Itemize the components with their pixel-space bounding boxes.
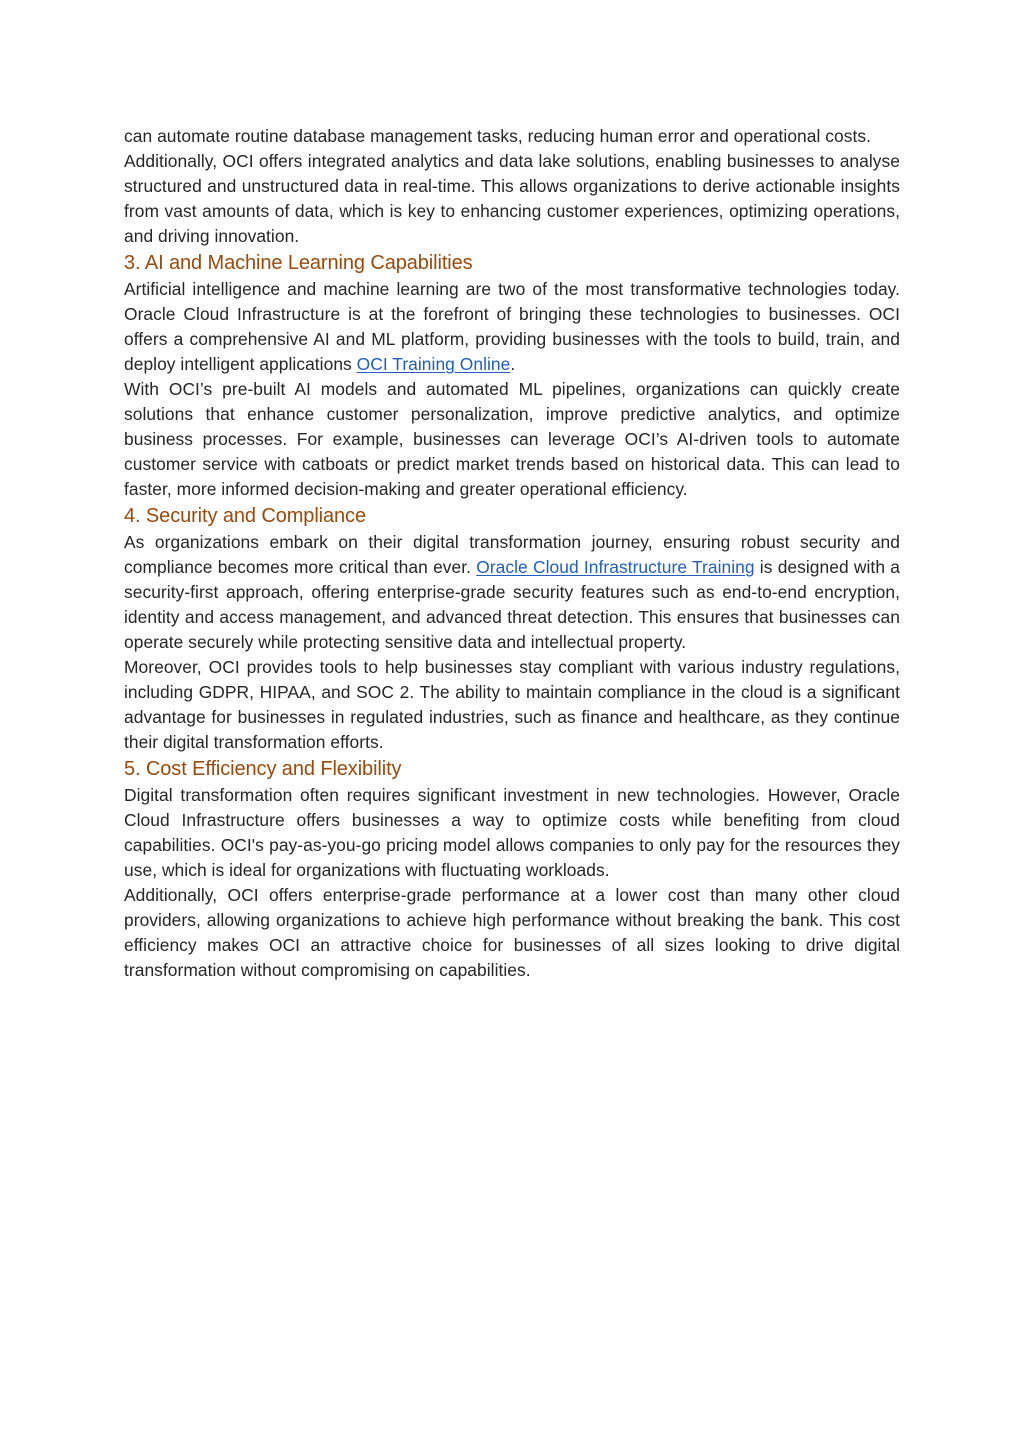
- oracle-cloud-infrastructure-training-link[interactable]: Oracle Cloud Infrastructure Training: [476, 557, 755, 577]
- heading-ai-ml: 3. AI and Machine Learning Capabilities: [124, 252, 473, 274]
- paragraph-ai-models: With OCI’s pre-built AI models and automated ML pipelines, organizations can quickly create solutions that enhance customer personalization, improve predictive analytics, and optimize business processes. For example, businesses can leverage OCI’s AI-driven tools to automate customer service with catboats or predict market trends based on historical data. This can lead to faster, more informed decision-making and greater operational efficiency.: [124, 379, 900, 499]
- paragraph-ai-ml-period: .: [510, 354, 516, 374]
- paragraph-ai-ml-text: Artificial intelligence and machine learning are two of the most transformative technologies today. Oracle Cloud Infrastructure is at the forefront of bringing these technologies to businesses. OCI offers a comprehensive AI and ML platform, providing businesses with the tools to build, train, and deploy intelligent applications: [124, 279, 900, 374]
- paragraph-security-text-start: As organizations embark on their digital transformation journey, ensuring robust security and compliance becomes more critical than ever.: [124, 532, 900, 577]
- paragraph-cost-intro: Digital transformation often requires significant investment in new technologies. However, Oracle Cloud Infrastructure offers businesses a way to optimize costs while benefiting from cloud capabilities. OCI's pay-as-you-go pricing model allows companies to only pay for the resources they use, which is ideal for organizations with fluctuating workloads.: [124, 785, 900, 880]
- paragraph-analytics: Additionally, OCI offers integrated analytics and data lake solutions, enabling businesses to analyse structured and unstructured data in real-time. This allows organizations to derive actionable insights from vast amounts of data, which is key to enhancing customer experiences, optimizing operations, and driving innovation.: [124, 151, 900, 246]
- document-page: [124, 124, 900, 983]
- paragraph-database-automation: can automate routine database management tasks, reducing human error and operational costs.: [124, 126, 871, 146]
- paragraph-security-text-end: is designed with a security-first approach, offering enterprise-grade security features such as end-to-end encryption, identity and access management, and advanced threat detection. This ensures that businesses can operate securely while protecting sensitive data and intellectual property.: [124, 557, 900, 652]
- heading-security: 4. Security and Compliance: [124, 505, 366, 527]
- paragraph-compliance: Moreover, OCI provides tools to help businesses stay compliant with various industry regulations, including GDPR, HIPAA, and SOC 2. The ability to maintain compliance in the cloud is a significant advantage for businesses in regulated industries, such as finance and healthcare, as they continue their digital transformation efforts.: [124, 657, 900, 752]
- oci-training-online-link[interactable]: OCI Training Online: [356, 354, 511, 374]
- paragraph-cost-performance: Additionally, OCI offers enterprise-grade performance at a lower cost than many other cloud providers, allowing organizations to achieve high performance without breaking the bank. This cost efficiency makes OCI an attractive choice for businesses of all sizes looking to drive digital transformation without compromising on capabilities.: [124, 885, 900, 980]
- paragraph-ai-ml-intro: [124, 277, 900, 377]
- paragraph-security-intro: [124, 530, 900, 655]
- heading-cost-efficiency: 5. Cost Efficiency and Flexibility: [124, 758, 402, 780]
